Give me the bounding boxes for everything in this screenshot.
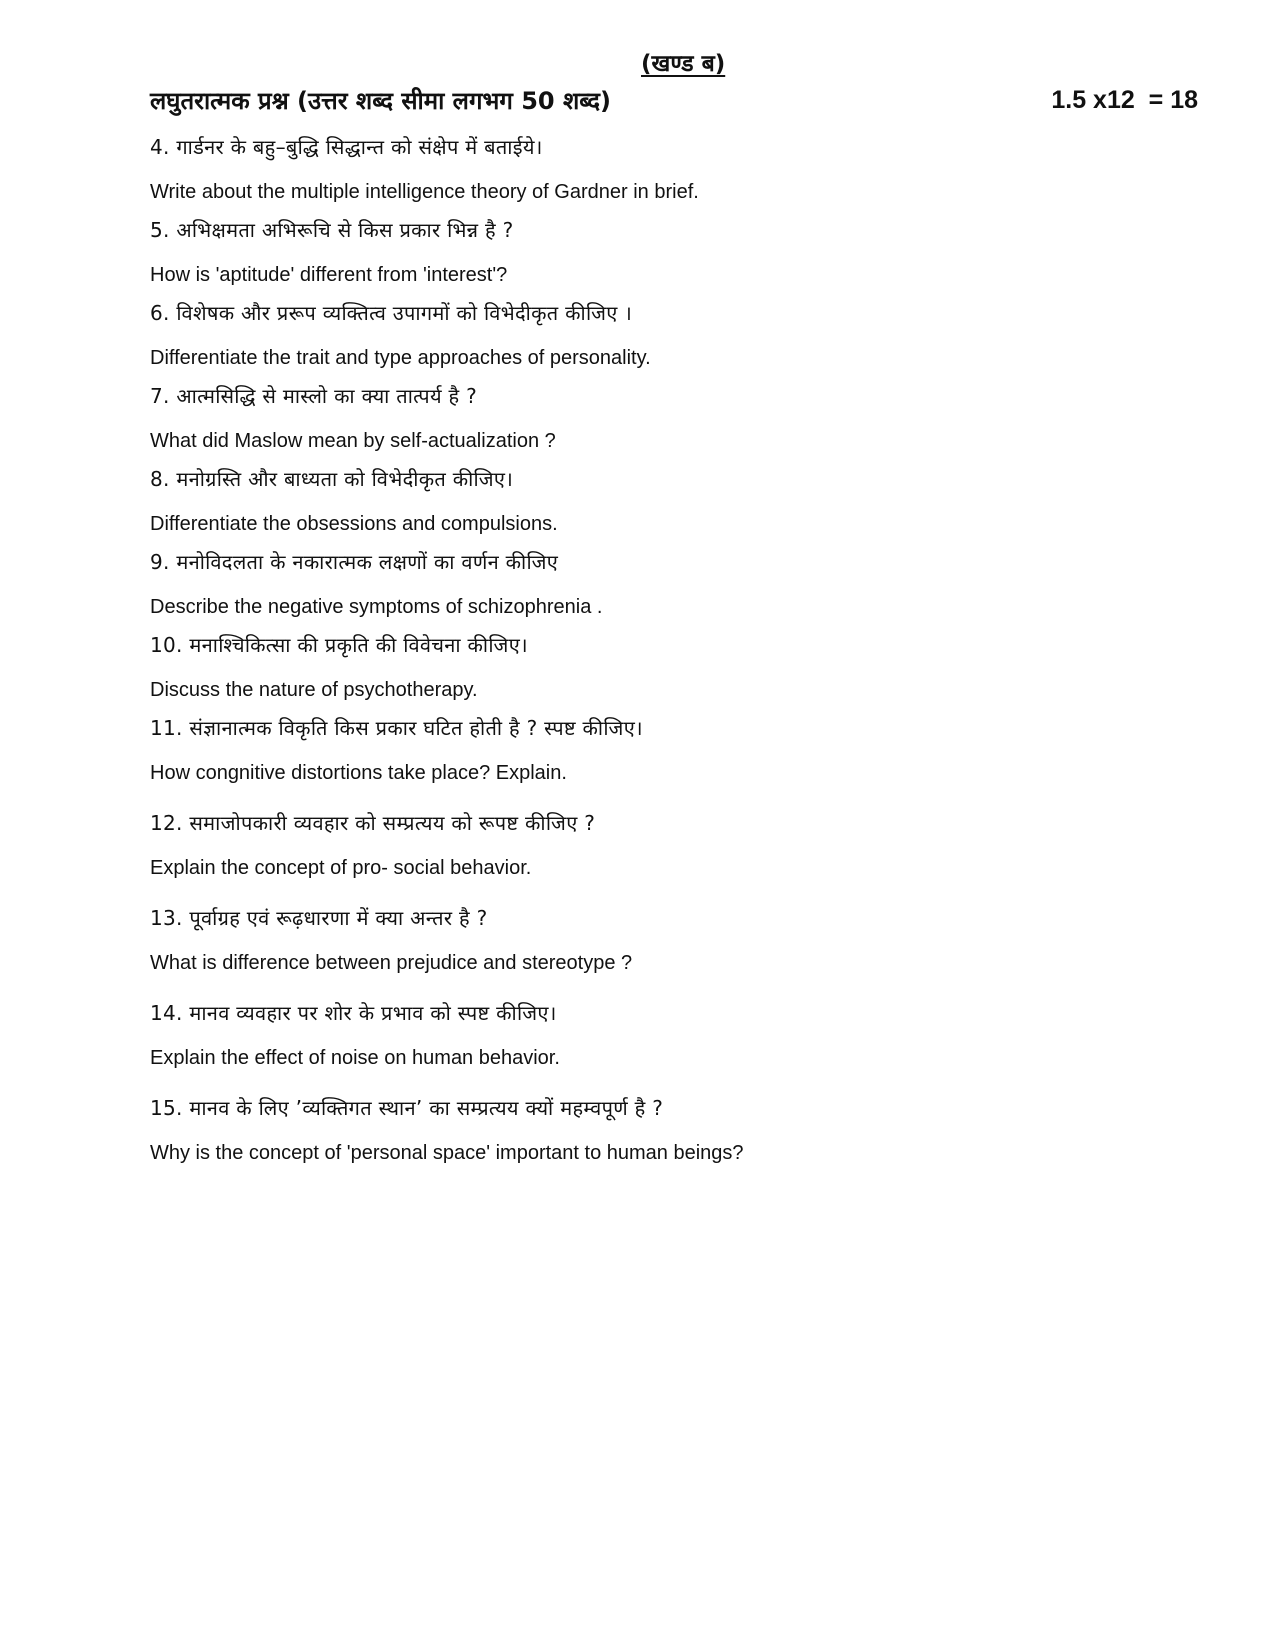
question-english: How congnitive distortions take place? Explain. [150, 762, 567, 784]
question-english: Why is the concept of 'personal space' important to human beings? [150, 1142, 744, 1164]
question-english: What is difference between prejudice and stereotype ? [150, 952, 633, 974]
question-item [150, 630, 1150, 705]
question-item [150, 132, 1150, 207]
question-hindi: 15. मानव के लिए ’व्यक्तिगत स्थान’ का सम्प्रत्यय क्यों महम्वपूर्ण है ? [150, 1096, 664, 1120]
question-item [150, 998, 1150, 1073]
section-title: लघुतरात्मक प्रश्न (उत्तर शब्द सीमा लगभग 50 शब्द) [150, 87, 611, 115]
question-hindi: 7. आत्मसिद्धि से मास्लो का क्या तात्पर्य है ? [150, 384, 477, 408]
question-hindi: 10. मनाश्चिकित्सा की प्रकृति की विवेचना कीजिए। [150, 633, 528, 657]
question-item [150, 1093, 1150, 1168]
question-hindi: 12. समाजोपकारी व्यवहार को सम्प्रत्यय को रूपष्ट कीजिए ? [150, 811, 596, 835]
section-heading: (खण्ड ब) [641, 51, 726, 77]
question-english: How is 'aptitude' different from 'interest'? [150, 264, 508, 286]
question-english: Explain the effect of noise on human behavior. [150, 1047, 560, 1069]
question-english: Write about the multiple intelligence theory of Gardner in brief. [150, 181, 699, 203]
question-english: Differentiate the trait and type approaches of personality. [150, 347, 651, 369]
question-english: Differentiate the obsessions and compulsions. [150, 513, 558, 535]
question-hindi: 6. विशेषक और प्ररूप व्यक्तित्व उपागमों को विभेदीकृत कीजिए । [150, 301, 633, 325]
question-hindi: 4. गार्डनर के बहु–बुद्धि सिद्धान्त को संक्षेप में बताईये। [150, 135, 543, 159]
question-hindi: 13. पूर्वाग्रह एवं रूढ़धारणा में क्या अन्तर है ? [150, 906, 488, 930]
question-hindi: 11. संज्ञानात्मक विकृति किस प्रकार घटित होती है ? स्पष्ट कीजिए। [150, 716, 643, 740]
question-item [150, 381, 1150, 456]
question-list [150, 132, 1150, 1168]
question-item [150, 215, 1150, 290]
question-item [150, 713, 1150, 788]
question-item [150, 547, 1150, 622]
question-english: Explain the concept of pro- social behavior. [150, 857, 532, 879]
section-title-row [150, 84, 1198, 120]
question-english: Discuss the nature of psychotherapy. [150, 679, 478, 701]
question-item [150, 903, 1150, 978]
question-hindi: 14. मानव व्यवहार पर शोर के प्रभाव को स्पष्ट कीजिए। [150, 1001, 557, 1025]
question-item [150, 298, 1150, 373]
question-item [150, 808, 1150, 883]
question-hindi: 5. अभिक्षमता अभिरूचि से किस प्रकार भिन्न है ? [150, 218, 514, 242]
question-item [150, 464, 1150, 539]
question-english: What did Maslow mean by self-actualization ? [150, 430, 556, 452]
question-english: Describe the negative symptoms of schizophrenia . [150, 596, 603, 618]
question-hindi: 8. मनोग्रस्ति और बाध्यता को विभेदीकृत कीजिए। [150, 467, 514, 491]
question-hindi: 9. मनोविदलता के नकारात्मक लक्षणों का वर्णन कीजिए [150, 550, 559, 574]
marks-allocation: 1.5 x12 = 18 [1051, 86, 1198, 114]
